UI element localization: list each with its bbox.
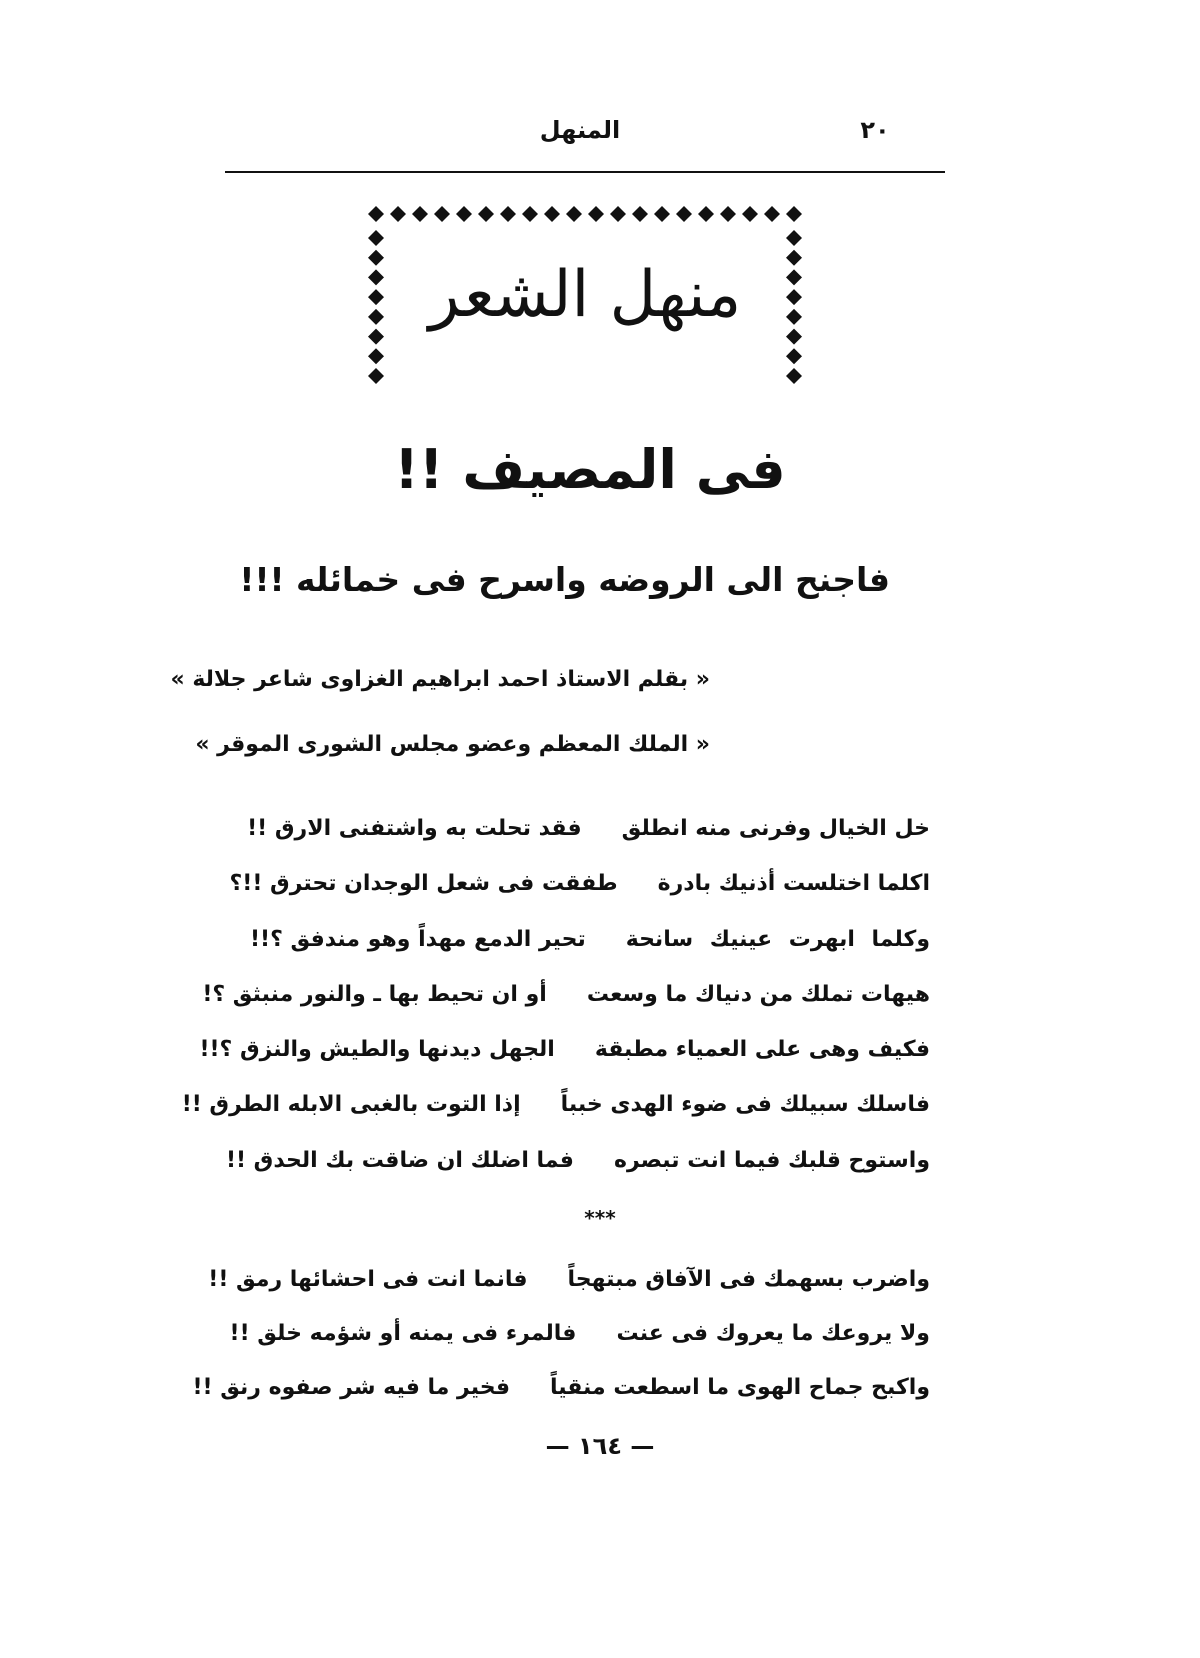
- ornament-diamond: [478, 206, 494, 222]
- verse-second-hemistich: الجهل ديدنها والطيش والنزق ؟!!: [199, 1037, 555, 1063]
- verse-row: [192, 1361, 930, 1415]
- ornament-diamond: [786, 309, 802, 325]
- verse-first-hemistich: ولا يروعك ما يعروك فى عنت: [616, 1321, 930, 1346]
- byline-line-2: « الملك المعظم وعضو مجلس الشورى الموقر »: [195, 732, 710, 757]
- verse-first-hemistich: فاسلك سبيلك فى ضوء الهدى خبباً: [560, 1092, 930, 1118]
- ornament-diamond: [456, 206, 472, 222]
- verse-row: [250, 912, 930, 967]
- ornament-diamond: [632, 206, 648, 222]
- ornament-diamond: [566, 206, 582, 222]
- verse-first-hemistich: خل الخيال وفرنى منه انطلق: [621, 816, 930, 841]
- header-rule: [225, 171, 945, 173]
- ornament-diamond: [786, 269, 802, 285]
- ornament-diamond: [742, 206, 758, 222]
- section-title-calligraphy: منهل الشعر: [428, 258, 742, 332]
- ornament-diamond: [368, 289, 384, 305]
- ornament-diamond: [368, 206, 384, 222]
- ornament-diamond: [786, 250, 802, 266]
- verse-row: [199, 1022, 930, 1077]
- verse-row: [208, 1253, 930, 1307]
- poem-subtitle: فاجنح الى الروضه واسرح فى خمائله !!!: [239, 560, 890, 599]
- ornament-diamond: [588, 206, 604, 222]
- ornament-diamond: [368, 250, 384, 266]
- ornament-diamond: [764, 206, 780, 222]
- ornament-diamond: [368, 309, 384, 325]
- poem-title: فى المصيف !!: [394, 438, 786, 501]
- verse-first-hemistich: وكلما ابهرت عينيك سانحة: [625, 926, 930, 952]
- verse-second-hemistich: فانما انت فى احشائها رمق !!: [208, 1267, 528, 1292]
- verse-second-hemistich: أو ان تحيط بها ـ والنور منبثق ؟!: [202, 981, 547, 1007]
- ornament-diamond: [368, 348, 384, 364]
- running-header-page-ref: ٢٠: [860, 116, 890, 144]
- verse-first-hemistich: هيهات تملك من دنياك ما وسعت: [586, 981, 930, 1007]
- verse-first-hemistich: واستوح قلبك فيما انت تبصره: [613, 1147, 930, 1173]
- verse-row: [247, 801, 930, 856]
- verse-first-hemistich: واكبح جماح الهوى ما اسطعت منقياً: [549, 1375, 930, 1400]
- running-header-journal-name: المنهل: [539, 116, 621, 144]
- ornament-diamond: [786, 206, 802, 222]
- verse-row: [229, 856, 930, 911]
- ornament-diamond: [698, 206, 714, 222]
- ornament-diamond: [786, 230, 802, 246]
- ornament-diamond: [434, 206, 450, 222]
- ornament-diamond: [368, 368, 384, 384]
- ornament-diamond: [412, 206, 428, 222]
- verse-row: [202, 967, 930, 1022]
- section-ornament-frame: [360, 200, 810, 390]
- verse-second-hemistich: فقد تحلت به واشتفنى الارق !!: [247, 816, 582, 841]
- verse-second-hemistich: فخير ما فيه شر صفوه رنق !!: [192, 1375, 510, 1400]
- verse-second-hemistich: تحير الدمع مهداً وهو مندفق ؟!!: [250, 926, 586, 952]
- ornament-diamond: [720, 206, 736, 222]
- ornament-diamond: [368, 269, 384, 285]
- ornament-diamond: [786, 329, 802, 345]
- verse-second-hemistich: طفقت فى شعل الوجدان تحترق !!؟: [229, 871, 618, 897]
- ornament-diamond: [500, 206, 516, 222]
- poem-stanza-2: [192, 1253, 930, 1415]
- ornament-diamond: [368, 230, 384, 246]
- verse-first-hemistich: اكلما اختلست أذنيك بادرة: [657, 871, 930, 897]
- ornament-diamond: [654, 206, 670, 222]
- byline-line-1: « بقلم الاستاذ احمد ابراهيم الغزاوى شاعر جلالة »: [170, 667, 710, 692]
- poem-stanza-1: [181, 801, 930, 1188]
- ornament-diamond: [786, 368, 802, 384]
- stanza-separator: ***: [584, 1206, 616, 1230]
- page-number: — ١٦٤ —: [545, 1432, 655, 1460]
- verse-row: [229, 1307, 930, 1361]
- ornament-diamond: [786, 289, 802, 305]
- verse-second-hemistich: فما اضلك ان ضاقت بك الحدق !!: [225, 1147, 574, 1173]
- verse-first-hemistich: واضرب بسهمك فى الآفاق مبتهجاً: [567, 1267, 930, 1292]
- ornament-diamond: [390, 206, 406, 222]
- verse-second-hemistich: فالمرء فى يمنه أو شؤمه خلق !!: [229, 1321, 577, 1346]
- verse-second-hemistich: إذا التوت بالغبى الابله الطرق !!: [181, 1092, 521, 1118]
- ornament-diamond: [522, 206, 538, 222]
- verse-row: [181, 1077, 930, 1132]
- verse-first-hemistich: فكيف وهى على العمياء مطبقة: [594, 1037, 930, 1063]
- ornament-diamond: [368, 329, 384, 345]
- ornament-diamond: [610, 206, 626, 222]
- ornament-diamond: [544, 206, 560, 222]
- verse-row: [225, 1133, 930, 1188]
- ornament-diamond: [676, 206, 692, 222]
- ornament-diamond: [786, 348, 802, 364]
